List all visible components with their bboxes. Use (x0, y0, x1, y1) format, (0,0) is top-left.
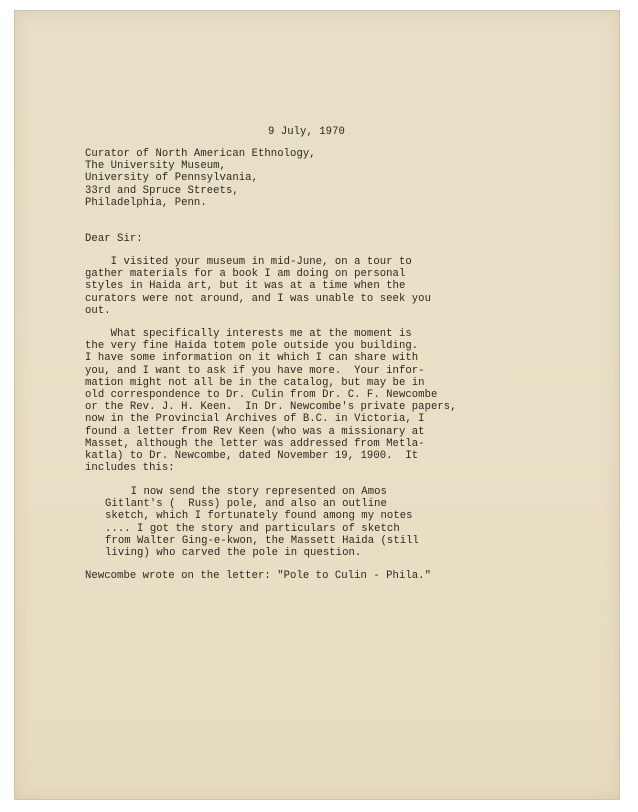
recipient-address-block (85, 148, 316, 209)
text-line: I have some information on it which I can share with (85, 352, 419, 365)
text-line: What specifically interests me at the moment is (85, 328, 412, 340)
quote-line: I now send the story represented on Amos (105, 486, 387, 498)
salutation: Dear Sir: (85, 233, 143, 245)
text-line: curators were not around, and I was unable to seek you (85, 292, 431, 305)
text-line: found a letter from Rev Keen (who was a missionary at (85, 425, 425, 438)
text-line: out. (85, 304, 111, 317)
letter-paper (14, 10, 620, 800)
text-line: I visited your museum in mid-June, on a tour to (85, 256, 412, 268)
text-line: the very fine Haida totem pole outside you building. (85, 340, 419, 353)
paragraph-1 (85, 256, 431, 317)
text-line: gather materials for a book I am doing on personal (85, 268, 406, 281)
text-line: includes this: (85, 462, 175, 475)
quote-line: .... I got the story and particulars of sketch (105, 522, 400, 535)
text-line: katla) to Dr. Newcombe, dated November 19, 1900. It (85, 450, 419, 463)
text-line: mation might not all be in the catalog, but may be in (85, 376, 425, 389)
closing-note: Newcombe wrote on the letter: "Pole to Culin - Phila." (85, 570, 431, 582)
address-line: The University Museum, (85, 160, 226, 173)
text-line: styles in Haida art, but it was at a time when the (85, 280, 406, 293)
quote-line: Gitlant's ( Russ) pole, and also an outline (105, 498, 387, 511)
address-line: Philadelphia, Penn. (85, 196, 207, 209)
letter-date: 9 July, 1970 (268, 126, 345, 138)
text-line: Masset, although the letter was addressed from Metla- (85, 437, 425, 450)
address-line: 33rd and Spruce Streets, (85, 184, 239, 197)
text-line: now in the Provincial Archives of B.C. in Victoria, I (85, 413, 425, 426)
text-line: old correspondence to Dr. Culin from Dr. C. F. Newcombe (85, 389, 438, 402)
quote-line: sketch, which I fortunately found among my notes (105, 510, 413, 523)
quote-line: from Walter Ging-e-kwon, the Massett Haida (still (105, 534, 419, 547)
quote-line: living) who carved the pole in question. (105, 547, 362, 560)
block-quote (105, 486, 419, 559)
text-line: or the Rev. J. H. Keen. In Dr. Newcombe's private papers, (85, 401, 457, 414)
address-line: Curator of North American Ethnology, (85, 148, 316, 160)
text-line: you, and I want to ask if you have more. Your infor- (85, 364, 425, 377)
address-line: University of Pennsylvania, (85, 172, 258, 185)
paragraph-2 (85, 328, 457, 474)
